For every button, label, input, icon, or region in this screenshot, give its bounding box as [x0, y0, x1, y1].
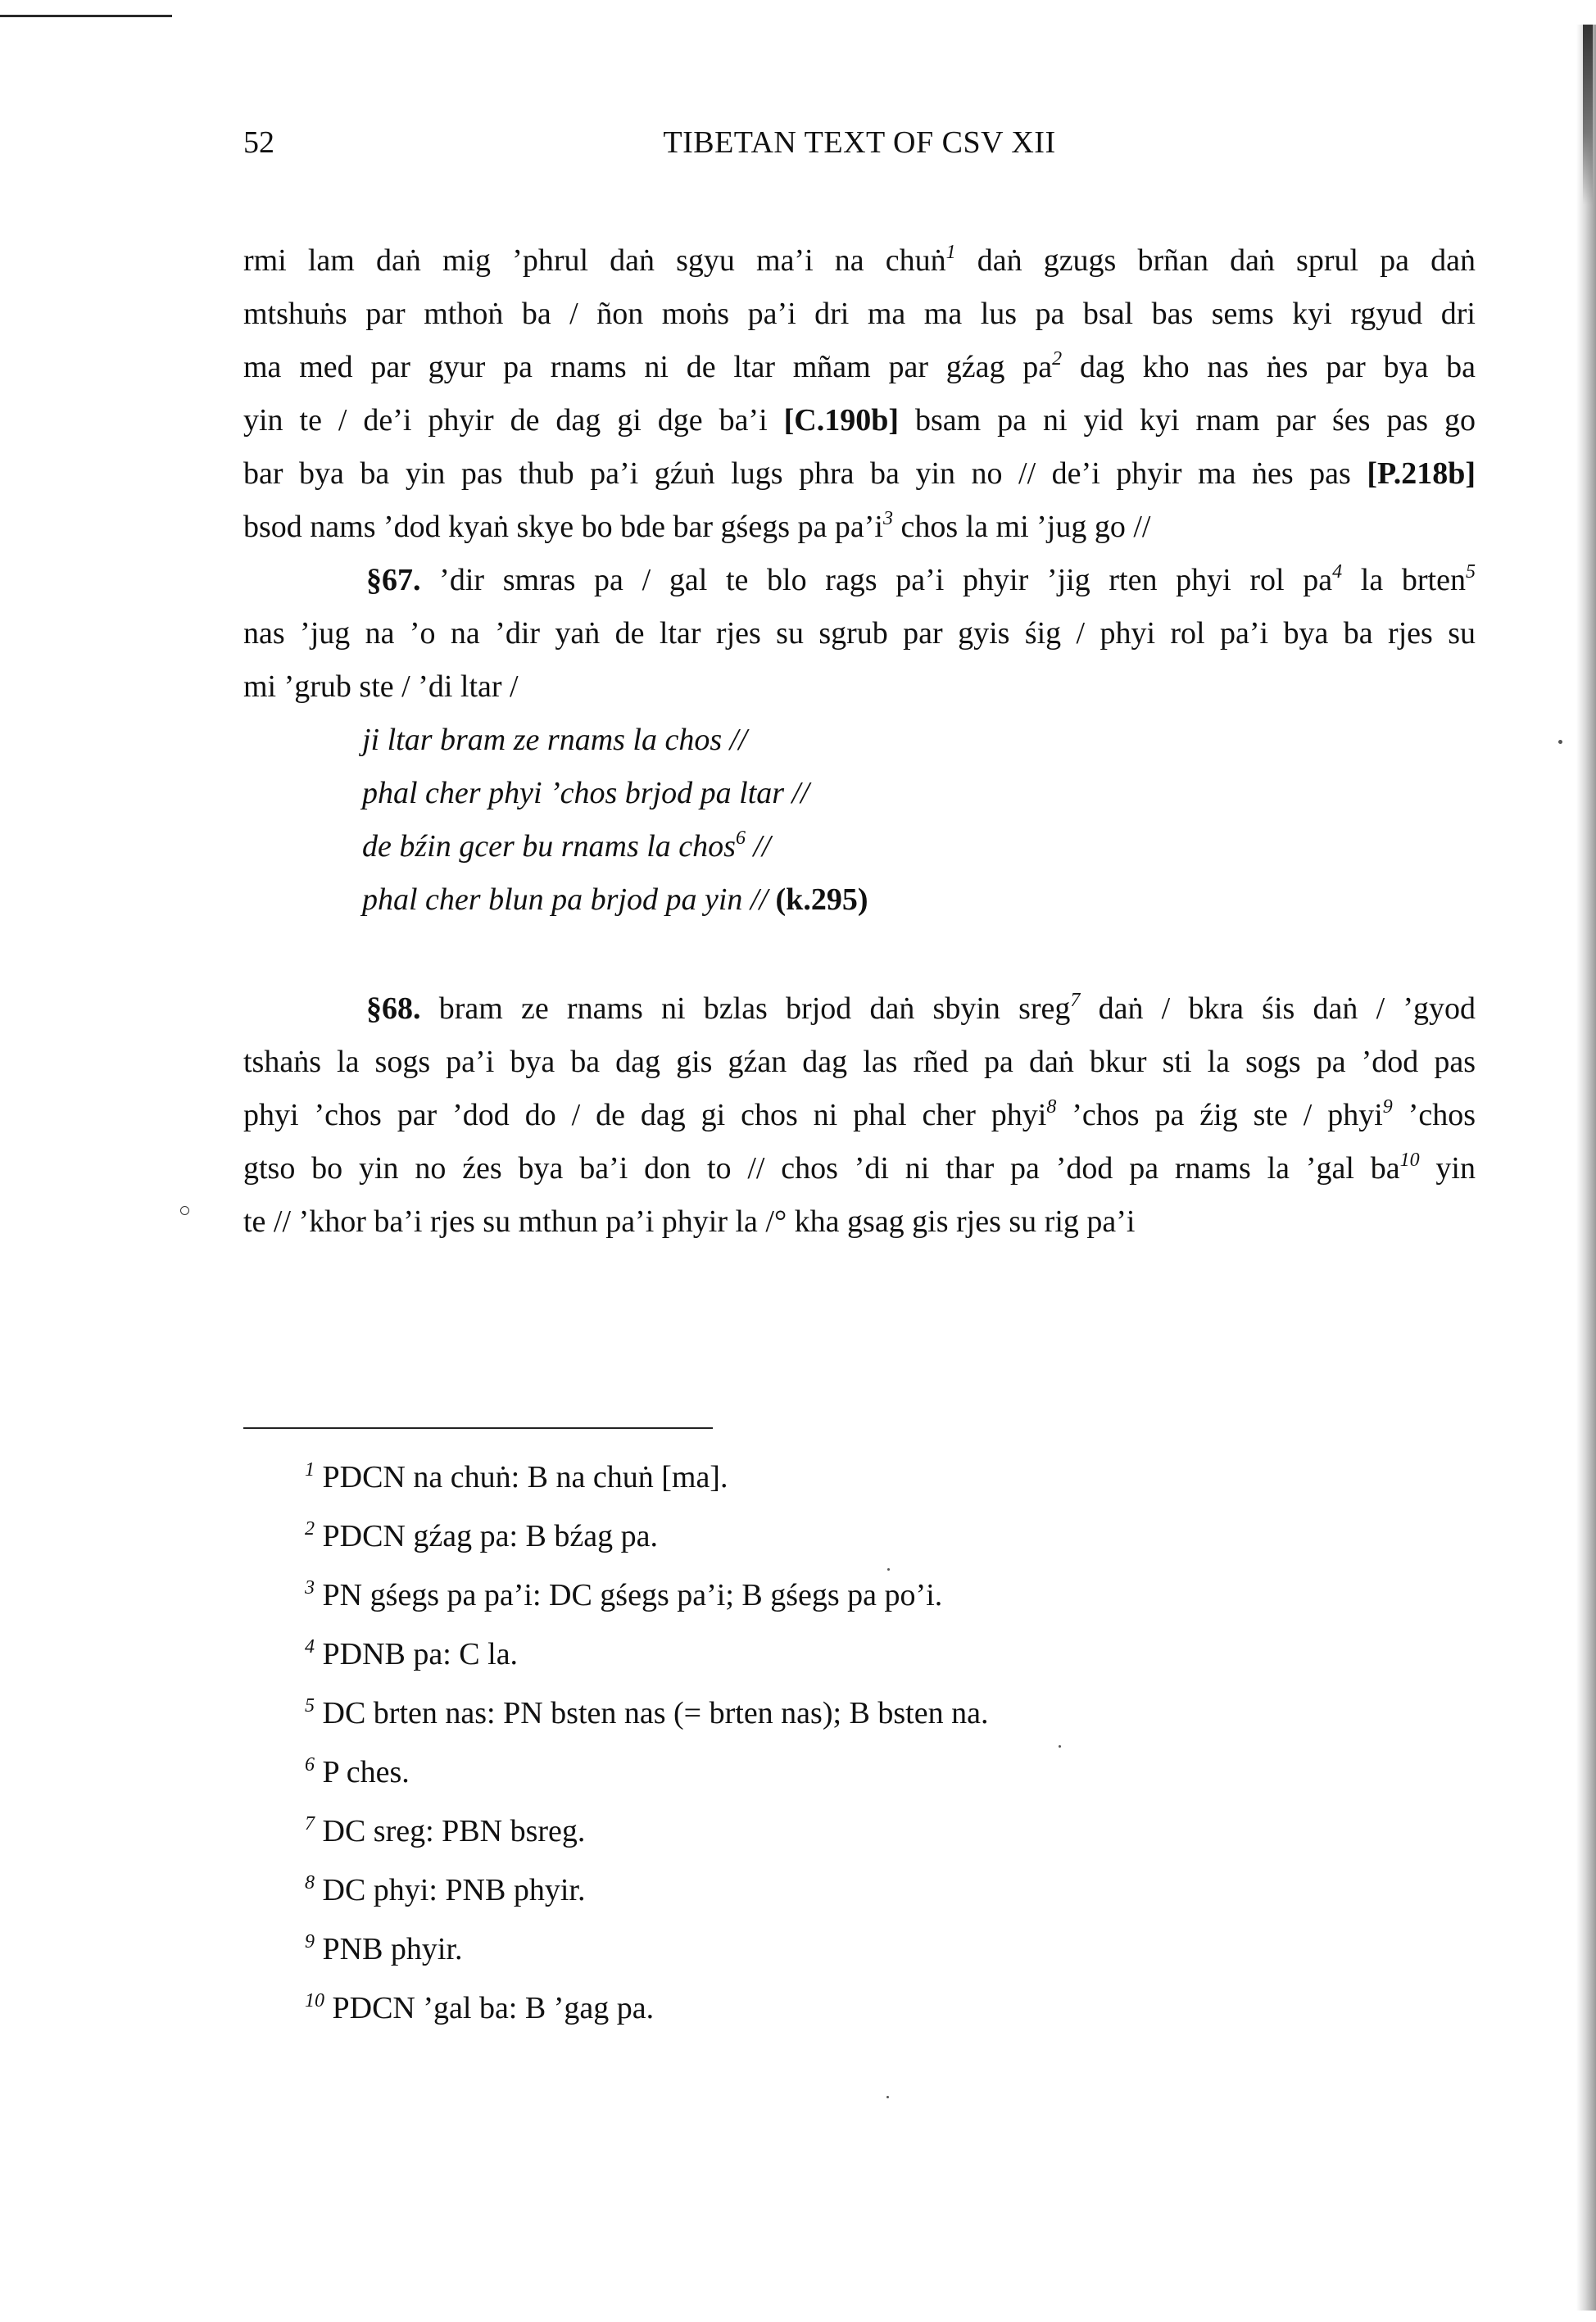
footnote-ref: 10 [1399, 1150, 1420, 1171]
footnote-ref: 5 [1466, 561, 1476, 583]
text-line: phyi ’chos par ’dod do / de dag gi chos ni phal cher phyi$^8$ ’chos pa źig ste / phyi$^9$ ’chos [243, 1096, 1476, 1132]
footnote-number: 1 [305, 1459, 315, 1481]
footnote-ref: 8 [1046, 1096, 1057, 1118]
footnote: $^9$ PNB phyir. [305, 1931, 463, 1966]
verse-block [243, 714, 1476, 927]
page-number: 52 [243, 125, 274, 160]
text-line: rmi lam daṅ mig ’phrul daṅ sgyu ma’i na chuṅ$^1$ daṅ gzugs brñan daṅ sprul pa daṅ [243, 242, 1476, 278]
text-line: yin te / de’i phyir de dag gi dge ba’i [C.190b] bsam pa ni yid kyi rnam par śes pas go [243, 403, 1476, 438]
text-line: bsod nams ’dod kyaṅ skye bo bde bar gśegs pa $pa’i^3$ chos la mi ’jug go // [243, 508, 1151, 544]
footnote-number: 10 [305, 1990, 324, 2011]
scan-edge-mark [0, 15, 172, 17]
text-line: tshaṅs la sogs pa’i bya ba dag gis gźan dag las rñed pa daṅ bkur sti la sogs pa ’dod pas [243, 1045, 1476, 1079]
footnote-ref: 2 [1052, 348, 1063, 370]
footnote-number: 7 [305, 1813, 315, 1834]
footnote-ref: 6 [735, 828, 746, 849]
footnote-separator [243, 1427, 713, 1429]
text-line: bar bya ba yin pas thub pa’i gźuṅ lugs phra ba yin no // de’i phyir ma ṅes pas [P.218b] [243, 456, 1476, 491]
verse-line: de bźin gcer bu rnams la chos$^6$ // [362, 828, 771, 864]
text-line: ma med par gyur pa rnams ni de ltar mñam par gźag $pa^2$ dag kho nas ṅes par bya ba [243, 348, 1476, 384]
footnote: $^4$ PDNB pa: C la. [305, 1636, 519, 1671]
text-line: te // ’khor ba’i rjes su mthun pa’i phyir la /° kha gsag gis rjes su rig pa’i [243, 1204, 1136, 1239]
footnote-ref: 4 [1332, 561, 1343, 583]
footnote-number: 3 [305, 1577, 315, 1599]
text-line: gtso bo yin no źes bya ba’i don to // chos ’di ni thar pa ’dod pa rnams la ’gal $ba^{10}$ yin [243, 1150, 1476, 1186]
footnote: $^8$ DC phyi: PNB phyir. [305, 1872, 586, 1907]
footnote: $^7$ DC sreg: PBN bsreg. [305, 1813, 586, 1848]
footnote-number: 6 [305, 1754, 315, 1776]
footnote-number: 8 [305, 1872, 315, 1893]
scan-page-edge-shadow [1576, 25, 1596, 2311]
text-line: mi ’grub ste / ’di ltar / [243, 669, 519, 704]
footnote-number: 4 [305, 1636, 315, 1658]
scan-speck [886, 2096, 889, 2098]
verse-line: phal cher phyi ’chos brjod pa ltar // [362, 776, 809, 810]
text-line: mtshuṅs par mthoṅ ba / ñon moṅs pa’i dri ma ma lus pa bsal bas sems kyi rgyud dri [243, 297, 1476, 331]
verse-line: ji ltar bram ze rnams la chos // [362, 723, 747, 757]
paragraph [243, 554, 1476, 714]
folio-reference: [C.190b] [783, 403, 899, 438]
main-text [243, 234, 1476, 1249]
page-header [243, 125, 1476, 166]
text-line: §67. ’dir smras pa / gal te blo rags pa’i phyir ’jig rten phyi rol $pa^4$ la brten$^5$ [366, 561, 1476, 597]
footnote-number: 2 [305, 1518, 315, 1540]
footnote: $^6$ P ches. [305, 1754, 410, 1789]
verse-line: phal cher blun pa brjod pa yin // (k.295) [362, 882, 868, 917]
footnote-ref: 7 [1070, 990, 1081, 1011]
footnote: $^{10}$ PDCN ’gal ba: B ’gag pa. [305, 1990, 655, 2025]
section-number: §68. [366, 991, 421, 1026]
scan-speck [180, 1206, 189, 1215]
section-number: §67. [366, 563, 421, 597]
footnote-number: 5 [305, 1695, 315, 1717]
running-title: TIBETAN TEXT OF CSV XII [663, 125, 1056, 160]
footnote: $^1$ PDCN na chuṅ: B na chuṅ [ma]. [305, 1459, 728, 1494]
folio-reference: [P.218b] [1367, 456, 1476, 491]
scan-page-edge-dark [1583, 25, 1593, 205]
footnote-ref: 3 [882, 508, 893, 529]
text-line: §68. bram ze rnams ni bzlas brjod daṅ sbyin sreg$^7$ daṅ / bkra śis daṅ / ’gyod [366, 990, 1476, 1026]
paragraph [243, 982, 1476, 1249]
footnote: $^2$ PDCN gźag pa: B bźag pa. [305, 1518, 658, 1553]
footnote-ref: 1 [945, 242, 956, 263]
footnote-number: 9 [305, 1931, 315, 1952]
folio-reference: (k.295) [775, 882, 868, 917]
footnote-ref: 9 [1382, 1096, 1393, 1118]
scan-speck [1558, 740, 1562, 744]
paragraph [243, 234, 1476, 554]
footnote: $^5$ DC brten nas: PN bsten nas (= brten nas); B bsten na. [305, 1695, 989, 1730]
text-line: nas ’jug na ’o na ’dir yaṅ de ltar rjes su sgrub par gyis śig / phyi rol pa’i bya ba rjes su [243, 616, 1476, 651]
footnotes [305, 1457, 1288, 2047]
footnote: $^3$ PN gśegs pa pa’i: DC gśegs pa’i; B gśegs pa po’i. [305, 1577, 943, 1612]
